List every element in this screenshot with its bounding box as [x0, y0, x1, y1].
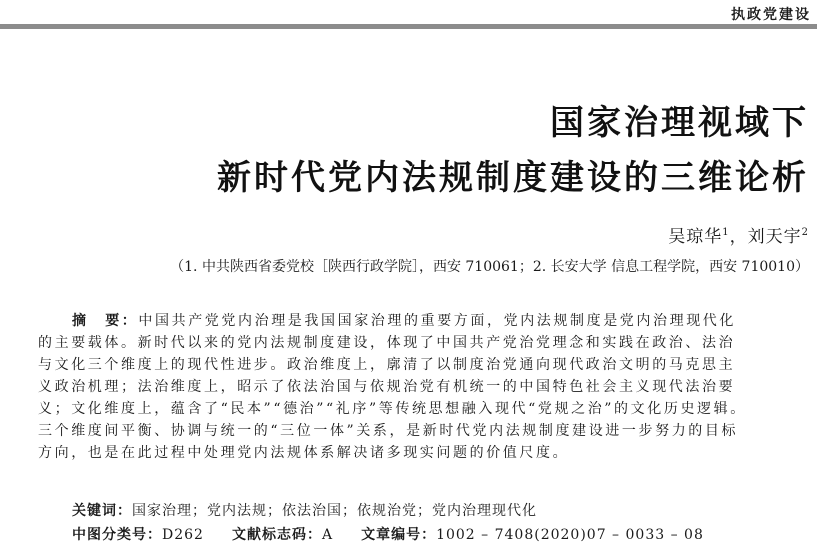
clc-label: 中图分类号： [72, 527, 162, 543]
clc-value: D262 [162, 527, 204, 543]
abstract-line: 方向，也是在此过程中处理党内法规体系解决诸多现实问题的价值尺度。 [38, 445, 570, 461]
classification-line [72, 524, 704, 544]
keywords-label: 关键词： [72, 503, 132, 519]
abstract-line [38, 310, 780, 332]
doc-code-value: A [321, 527, 334, 543]
author-list [668, 222, 809, 247]
abstract-line: 三个维度间平衡、协调与统一的“三位一体”关系，是新时代党内法规制度建设进一步努力的目标 [38, 423, 739, 439]
author-2-affil-mark: 2 [801, 227, 809, 238]
abstract-line: 义；文化维度上，蕴含了“民本”“德治”“礼序”等传统思想融入现代“党规之治”的文化历史逻辑。 [38, 401, 747, 417]
abstract [38, 310, 780, 464]
abstract-label: 摘 要： [72, 313, 139, 329]
keywords-text: 国家治理；党内法规；依法治国；依规治党；党内治理现代化 [132, 503, 537, 519]
header-rule [0, 24, 817, 29]
abstract-line: 义政治机理；法治维度上，昭示了依法治国与依规治党有机统一的中国特色社会主义现代法治要 [38, 379, 736, 395]
article-number-value: 1002 – 7408(2020)07 – 0033 – 08 [436, 527, 704, 543]
abstract-line: 与文化三个维度上的现代性进步。政治维度上，廓清了以制度治党通向现代政治文明的马克思主 [38, 357, 736, 373]
author-2: 刘天宇 [747, 227, 802, 247]
abstract-line: 的主要载体。新时代以来的党内法规制度建设，体现了中国共产党治党理念和实践在政治、法治 [38, 335, 736, 351]
doc-code-label: 文献标志码： [231, 527, 322, 543]
title-line-1: 国家治理视域下 [550, 103, 809, 143]
article-number-label: 文章编号： [361, 527, 437, 543]
journal-section-label: 执政党建设 [731, 7, 811, 23]
affiliation: （1. 中共陕西省委党校［陕西行政学院］，西安 710061；2. 长安大学 信息工程学院，西安 710010） [170, 259, 809, 275]
author-1: 吴琼华 [668, 227, 723, 247]
author-separator: ， [729, 227, 748, 247]
abstract-text: 中国共产党党内治理是我国国家治理的重要方面，党内法规制度是党内治理现代化 [138, 313, 737, 329]
title-line-2: 新时代党内法规制度建设的三维论析 [217, 158, 809, 198]
keywords [72, 500, 537, 520]
author-1-affil-mark: 1 [722, 227, 730, 238]
